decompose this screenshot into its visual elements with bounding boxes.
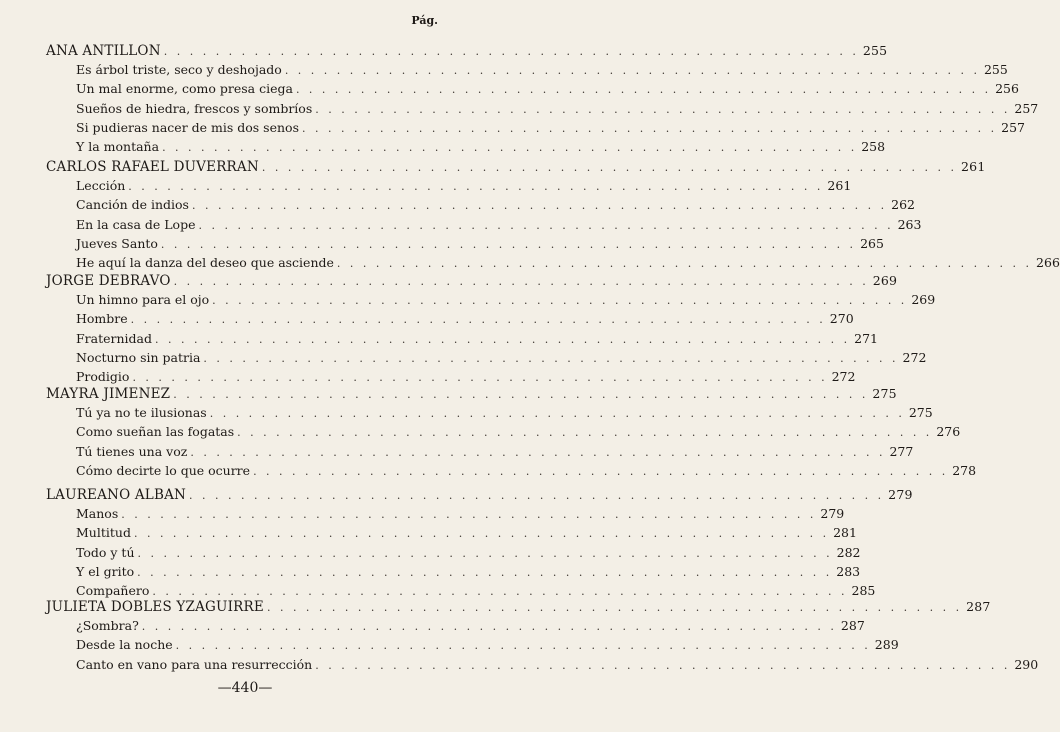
toc-poem-entry (76, 656, 1039, 674)
toc-author-entry (46, 158, 986, 176)
toc-poem-entry (76, 310, 854, 328)
toc-poem-entry (76, 636, 899, 654)
poem-title: En la casa de Lope (76, 217, 196, 232)
poem-page: 263 (897, 217, 922, 232)
poem-title: Tú ya no te ilusionas (76, 405, 207, 420)
page-number: —440— (217, 680, 273, 696)
toc-poem-entry (76, 462, 977, 480)
toc-poem-entry (76, 524, 857, 542)
dot-leader: . . . . . . . . . . . . . . . . . . . . . . . . . . . . . . . . . . . . . . . . . . . . . . . . . . . . . . (336, 257, 1033, 270)
dot-leader: . . . . . . . . . . . . . . . . . . . . . . . . . . . . . . . . . . . . . . . . . . . . . . . . . . . . . . (212, 294, 908, 307)
toc-author-entry (46, 385, 897, 403)
poem-page: 255 (983, 62, 1008, 77)
dot-leader: . . . . . . . . . . . . . . . . . . . . . . . . . . . . . . . . . . . . . . . . . . . . . . . . . . . . . . (261, 161, 958, 174)
author-page: 287 (966, 599, 991, 614)
dot-leader: . . . . . . . . . . . . . . . . . . . . . . . . . . . . . . . . . . . . . . . . . . . . . . . . . . . . . . (121, 508, 817, 521)
poem-page: 287 (840, 618, 865, 633)
author-name: CARLOS RAFAEL DUVERRAN (46, 159, 259, 175)
dot-leader: . . . . . . . . . . . . . . . . . . . . . . . . . . . . . . . . . . . . . . . . . . . . . . . . . . . . . . (190, 446, 886, 459)
poem-title: Prodigio (76, 369, 130, 384)
dot-leader: . . . . . . . . . . . . . . . . . . . . . . . . . . . . . . . . . . . . . . . . . . . . . . . . . . . . . . (284, 64, 980, 77)
author-name: JULIETA DOBLES YZAGUIRRE (46, 599, 264, 615)
dot-leader: . . . . . . . . . . . . . . . . . . . . . . . . . . . . . . . . . . . . . . . . . . . . . . . . . . . . . . (155, 333, 851, 346)
dot-leader: . . . . . . . . . . . . . . . . . . . . . . . . . . . . . . . . . . . . . . . . . . . . . . . . . . . . . . (160, 238, 857, 251)
toc-poem-entry (76, 563, 861, 581)
toc-poem-entry (76, 177, 852, 195)
poem-page: 276 (936, 424, 961, 439)
toc-poem-entry (76, 196, 915, 214)
toc-poem-entry (76, 80, 1019, 98)
poem-title: Multitud (76, 525, 131, 540)
poem-page: 270 (829, 311, 854, 326)
author-page: 261 (961, 159, 986, 174)
author-page: 279 (888, 487, 913, 502)
toc-author-entry (46, 598, 991, 616)
toc-poem-entry (76, 291, 936, 309)
poem-title: Hombre (76, 311, 128, 326)
poem-title: Como sueñan las fogatas (76, 424, 235, 439)
author-page: 269 (872, 273, 898, 288)
dot-leader: . . . . . . . . . . . . . . . . . . . . . . . . . . . . . . . . . . . . . . . . . . . . . . . . . . . . . . (203, 352, 899, 365)
poem-page: 265 (860, 236, 884, 251)
toc-poem-entry (76, 505, 845, 523)
poem-title: Un himno para el ojo (76, 292, 210, 307)
dot-leader: . . . . . . . . . . . . . . . . . . . . . . . . . . . . . . . . . . . . . . . . . . . . . . . . . . . . . . (315, 659, 1011, 672)
poem-page: 257 (1014, 101, 1039, 116)
author-name: LAUREANO ALBAN (46, 487, 187, 503)
dot-leader: . . . . . . . . . . . . . . . . . . . . . . . . . . . . . . . . . . . . . . . . . . . . . . . . . . . . . . (315, 103, 1011, 116)
author-name: MAYRA JIMENEZ (46, 386, 171, 402)
dot-leader: . . . . . . . . . . . . . . . . . . . . . . . . . . . . . . . . . . . . . . . . . . . . . . . . . . . . . . (189, 489, 885, 502)
poem-page: 282 (836, 545, 861, 560)
poem-page: 275 (908, 405, 933, 420)
dot-leader: . . . . . . . . . . . . . . . . . . . . . . . . . . . . . . . . . . . . . . . . . . . . . . . . . . . . . . (128, 180, 824, 193)
poem-page: 271 (854, 331, 879, 346)
poem-title: Y la montaña (76, 139, 160, 154)
poem-title: Un mal enorme, como presa ciega (76, 81, 293, 96)
toc-poem-entry (76, 254, 1060, 272)
dot-leader: . . . . . . . . . . . . . . . . . . . . . . . . . . . . . . . . . . . . . . . . . . . . . . . . . . . . . . (132, 371, 828, 384)
poem-page: 278 (952, 463, 977, 478)
poem-title: Lección (76, 178, 126, 193)
poem-page: 289 (874, 637, 899, 652)
dot-leader: . . . . . . . . . . . . . . . . . . . . . . . . . . . . . . . . . . . . . . . . . . . . . . . . . . . . . . (191, 199, 888, 212)
toc-poem-entry (76, 423, 961, 441)
toc-poem-entry (76, 330, 879, 348)
toc-poem-entry (76, 235, 884, 253)
poem-title: Si pudieras nacer de mis dos senos (76, 120, 299, 135)
toc-poem-entry (76, 138, 886, 156)
poem-title: Tú tienes una voz (76, 444, 188, 459)
toc-poem-entry (76, 349, 927, 367)
poem-page: 279 (820, 506, 845, 521)
poem-page: 261 (827, 178, 852, 193)
toc-author-entry (46, 486, 913, 504)
toc-poem-entry (76, 368, 856, 386)
dot-leader: . . . . . . . . . . . . . . . . . . . . . . . . . . . . . . . . . . . . . . . . . . . . . . . . . . . . . . (237, 426, 933, 439)
toc-poem-entry (76, 216, 922, 234)
poem-page: 285 (851, 583, 876, 598)
toc-poem-entry (76, 404, 933, 422)
toc-author-entry (46, 272, 898, 290)
toc-poem-entry (76, 544, 861, 562)
poem-page: 269 (911, 292, 936, 307)
toc-poem-entry (76, 119, 1025, 137)
toc-author-entry (46, 42, 888, 60)
poem-title: Jueves Santo (76, 236, 158, 251)
poem-title: Todo y tú (76, 545, 135, 560)
author-page: 255 (862, 43, 888, 58)
author-name: JORGE DEBRAVO (46, 273, 171, 289)
toc-poem-entry (76, 61, 1008, 79)
poem-page: 277 (889, 444, 914, 459)
poem-title: Compañero (76, 583, 150, 598)
toc-poem-entry (76, 443, 914, 461)
toc-poem-entry (76, 617, 865, 635)
toc-poem-entry (76, 100, 1039, 118)
poem-title: ¿Sombra? (76, 618, 139, 633)
dot-leader: . . . . . . . . . . . . . . . . . . . . . . . . . . . . . . . . . . . . . . . . . . . . . . . . . . . . . . (130, 313, 826, 326)
dot-leader: . . . . . . . . . . . . . . . . . . . . . . . . . . . . . . . . . . . . . . . . . . . . . . . . . . . . . . (152, 585, 848, 598)
poem-title: Sueños de hiedra, frescos y sombríos (76, 101, 313, 116)
dot-leader: . . . . . . . . . . . . . . . . . . . . . . . . . . . . . . . . . . . . . . . . . . . . . . . . . . . . . . (137, 547, 833, 560)
poem-page: 290 (1014, 657, 1039, 672)
dot-leader: . . . . . . . . . . . . . . . . . . . . . . . . . . . . . . . . . . . . . . . . . . . . . . . . . . . . . . (253, 465, 949, 478)
author-page: 275 (872, 386, 897, 401)
poem-page: 266 (1036, 255, 1060, 270)
poem-page: 262 (891, 197, 915, 212)
poem-title: Nocturno sin patria (76, 350, 201, 365)
poem-title: Es árbol triste, seco y deshojado (76, 62, 282, 77)
author-name: ANA ANTILLON (46, 43, 161, 59)
dot-leader: . . . . . . . . . . . . . . . . . . . . . . . . . . . . . . . . . . . . . . . . . . . . . . . . . . . . . . (266, 601, 963, 614)
poem-title: Y el grito (76, 564, 135, 579)
poem-title: Desde la noche (76, 637, 173, 652)
page-column-label: Pág. (411, 14, 438, 27)
poem-title: Fraternidad (76, 331, 153, 346)
poem-page: 272 (902, 350, 927, 365)
dot-leader: . . . . . . . . . . . . . . . . . . . . . . . . . . . . . . . . . . . . . . . . . . . . . . . . . . . . . . (163, 45, 859, 58)
dot-leader: . . . . . . . . . . . . . . . . . . . . . . . . . . . . . . . . . . . . . . . . . . . . . . . . . . . . . . (175, 639, 871, 652)
poem-page: 283 (836, 564, 861, 579)
dot-leader: . . . . . . . . . . . . . . . . . . . . . . . . . . . . . . . . . . . . . . . . . . . . . . . . . . . . . . (173, 388, 869, 401)
dot-leader: . . . . . . . . . . . . . . . . . . . . . . . . . . . . . . . . . . . . . . . . . . . . . . . . . . . . . . (301, 122, 998, 135)
poem-page: 257 (1001, 120, 1025, 135)
poem-page: 281 (833, 525, 857, 540)
poem-title: Cómo decirte lo que ocurre (76, 463, 251, 478)
dot-leader: . . . . . . . . . . . . . . . . . . . . . . . . . . . . . . . . . . . . . . . . . . . . . . . . . . . . . . (173, 275, 869, 288)
poem-title: Canción de indios (76, 197, 189, 212)
poem-title: He aquí la danza del deseo que asciende (76, 255, 334, 270)
dot-leader: . . . . . . . . . . . . . . . . . . . . . . . . . . . . . . . . . . . . . . . . . . . . . . . . . . . . . . (198, 219, 894, 232)
poem-title: Manos (76, 506, 119, 521)
dot-leader: . . . . . . . . . . . . . . . . . . . . . . . . . . . . . . . . . . . . . . . . . . . . . . . . . . . . . . (295, 83, 992, 96)
dot-leader: . . . . . . . . . . . . . . . . . . . . . . . . . . . . . . . . . . . . . . . . . . . . . . . . . . . . . . (209, 407, 905, 420)
dot-leader: . . . . . . . . . . . . . . . . . . . . . . . . . . . . . . . . . . . . . . . . . . . . . . . . . . . . . . (133, 527, 830, 540)
poem-page: 258 (861, 139, 886, 154)
dot-leader: . . . . . . . . . . . . . . . . . . . . . . . . . . . . . . . . . . . . . . . . . . . . . . . . . . . . . . (137, 566, 833, 579)
dot-leader: . . . . . . . . . . . . . . . . . . . . . . . . . . . . . . . . . . . . . . . . . . . . . . . . . . . . . . (141, 620, 837, 633)
poem-page: 272 (831, 369, 856, 384)
dot-leader: . . . . . . . . . . . . . . . . . . . . . . . . . . . . . . . . . . . . . . . . . . . . . . . . . . . . . . (162, 141, 858, 154)
poem-page: 256 (995, 81, 1019, 96)
poem-title: Canto en vano para una resurrección (76, 657, 313, 672)
